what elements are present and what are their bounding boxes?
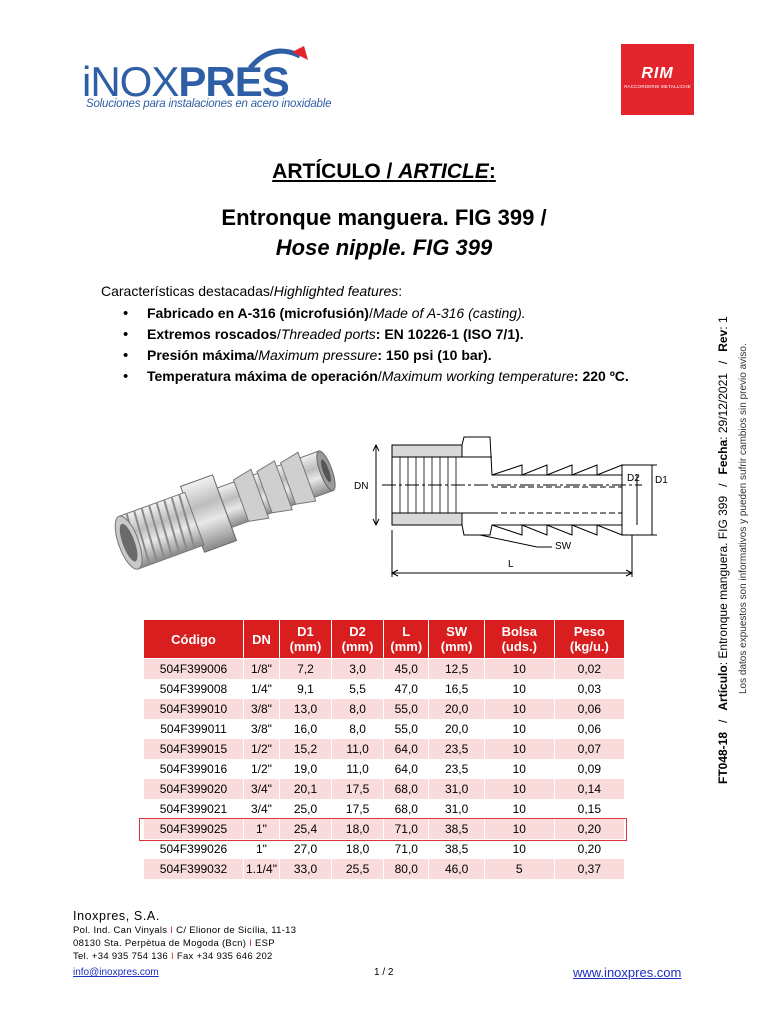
article-heading: ARTÍCULO / ARTICLE:	[272, 160, 496, 183]
table-cell: 10	[484, 799, 554, 819]
table-cell: 18,0	[332, 819, 384, 839]
table-cell: 38,5	[429, 839, 484, 859]
table-cell: 23,5	[429, 739, 484, 759]
table-cell: 12,5	[429, 659, 484, 680]
table-cell: 31,0	[429, 799, 484, 819]
table-cell: 504F399006	[144, 659, 244, 680]
table-cell: 17,5	[332, 799, 384, 819]
table-cell: 25,4	[279, 819, 331, 839]
table-cell: 11,0	[332, 759, 384, 779]
table-cell: 1.1/4"	[244, 859, 280, 879]
table-cell: 45,0	[384, 659, 429, 680]
disclaimer: Los datos expuestos son informativos y pueden sufrir cambios sin previo aviso.	[738, 343, 749, 694]
col-header-d2: D2 (mm)	[332, 620, 384, 659]
product-title-en: Hose nipple. FIG 399	[275, 235, 493, 260]
footer-address-line1: Pol. Ind. Can Vinyals I C/ Elionor de Sicília, 11-13	[73, 925, 297, 936]
features-intro: Características destacadas/Highlighted features:	[101, 283, 403, 299]
table-cell: 1/2"	[244, 759, 280, 779]
col-header-sw: SW (mm)	[429, 620, 484, 659]
col-header-dn: DN	[244, 620, 280, 659]
document-article: : Entronque manguera. FIG 399	[716, 495, 730, 666]
table-cell: 10	[484, 719, 554, 739]
col-header-peso: Peso (kg/u.)	[554, 620, 624, 659]
table-cell: 38,5	[429, 819, 484, 839]
table-cell: 0,20	[554, 819, 624, 839]
col-header-code: Código	[144, 620, 244, 659]
table-cell: 20,1	[279, 779, 331, 799]
table-row	[144, 859, 625, 879]
table-cell: 0,06	[554, 719, 624, 739]
table-cell: 504F399010	[144, 699, 244, 719]
rim-logo	[621, 44, 694, 115]
table-cell: 11,0	[332, 739, 384, 759]
table-cell: 25,0	[279, 799, 331, 819]
table-cell: 25,5	[332, 859, 384, 879]
table-row	[144, 759, 625, 779]
page-number: 1 / 2	[374, 967, 394, 978]
table-cell: 64,0	[384, 759, 429, 779]
highlighted-row-frame	[139, 818, 627, 841]
table-cell: 16,5	[429, 679, 484, 699]
table-cell: 504F399020	[144, 779, 244, 799]
table-cell: 5	[484, 859, 554, 879]
table-cell: 47,0	[384, 679, 429, 699]
document-code: FT048-18	[716, 731, 730, 784]
table-cell: 10	[484, 839, 554, 859]
table-cell: 10	[484, 699, 554, 719]
footer-company: Inoxpres, S.A.	[73, 909, 160, 923]
footer-website-link[interactable]: www.inoxpres.com	[573, 965, 682, 980]
table-cell: 1/8"	[244, 659, 280, 680]
table-cell: 10	[484, 739, 554, 759]
table-cell: 0,37	[554, 859, 624, 879]
feature-item: • Extremos roscados/Threaded ports: EN 10226-1 (ISO 7/1).	[120, 325, 720, 346]
product-photo	[105, 425, 350, 600]
table-cell: 0,02	[554, 659, 624, 680]
table-cell: 68,0	[384, 779, 429, 799]
table-cell: 8,0	[332, 719, 384, 739]
table-row	[144, 659, 625, 680]
dim-d1-label: D1	[655, 475, 668, 486]
table-cell: 46,0	[429, 859, 484, 879]
side-document-info	[716, 264, 768, 784]
table-cell: 5,5	[332, 679, 384, 699]
col-header-d1: D1 (mm)	[279, 620, 331, 659]
table-cell: 16,0	[279, 719, 331, 739]
feature-item: • Presión máxima/Maximum pressure: 150 psi (10 bar).	[120, 346, 720, 367]
dim-sw-label: SW	[555, 541, 572, 552]
table-cell: 3,0	[332, 659, 384, 680]
table-cell: 504F399021	[144, 799, 244, 819]
table-cell: 0,20	[554, 839, 624, 859]
table-cell: 10	[484, 659, 554, 680]
table-cell: 10	[484, 759, 554, 779]
table-cell: 0,03	[554, 679, 624, 699]
table-cell: 504F399032	[144, 859, 244, 879]
dim-dn-label: DN	[354, 481, 369, 492]
table-cell: 0,14	[554, 779, 624, 799]
table-cell: 31,0	[429, 779, 484, 799]
table-header-row	[144, 620, 625, 659]
table-cell: 504F399015	[144, 739, 244, 759]
document-revision: : 1	[716, 316, 730, 330]
feature-item: • Temperatura máxima de operación/Maximum working temperature: 220 ºC.	[120, 367, 720, 388]
table-cell: 0,06	[554, 699, 624, 719]
table-cell: 20,0	[429, 699, 484, 719]
table-cell: 1/4"	[244, 679, 280, 699]
table-cell: 3/8"	[244, 719, 280, 739]
table-row	[144, 739, 625, 759]
table-cell: 0,09	[554, 759, 624, 779]
table-cell: 23,5	[429, 759, 484, 779]
table-cell: 55,0	[384, 719, 429, 739]
logo-inox-text: iNOX	[82, 58, 179, 105]
table-cell: 13,0	[279, 699, 331, 719]
table-cell: 0,07	[554, 739, 624, 759]
table-cell: 80,0	[384, 859, 429, 879]
table-cell: 3/8"	[244, 699, 280, 719]
table-cell: 3/4"	[244, 779, 280, 799]
table-row	[144, 779, 625, 799]
table-row	[144, 699, 625, 719]
col-header-l: L (mm)	[384, 620, 429, 659]
logo-pres-text: PRES	[178, 58, 289, 105]
table-cell: 7,2	[279, 659, 331, 680]
table-cell: 71,0	[384, 819, 429, 839]
feature-item: • Fabricado en A-316 (microfusión)/Made of A-316 (casting).	[120, 304, 720, 325]
footer-address-line2: 08130 Sta. Perpètua de Mogoda (Bcn) I ESP	[73, 938, 275, 949]
col-header-bolsa: Bolsa (uds.)	[484, 620, 554, 659]
table-cell: 55,0	[384, 699, 429, 719]
table-body	[144, 659, 625, 880]
rim-logo-text: RIM	[641, 65, 674, 82]
product-title-es: Entronque manguera. FIG 399 /	[221, 205, 547, 230]
table-cell: 10	[484, 819, 554, 839]
table-cell: 9,1	[279, 679, 331, 699]
table-cell: 19,0	[279, 759, 331, 779]
table-cell: 27,0	[279, 839, 331, 859]
dim-l-label: L	[508, 559, 514, 570]
table-cell: 10	[484, 779, 554, 799]
rim-logo-subtitle: RACCORDERIE METALLICHE	[624, 84, 691, 89]
table-cell: 68,0	[384, 799, 429, 819]
table-cell: 17,5	[332, 779, 384, 799]
document-meta: FT048-18/Artículo: Entronque manguera. FIG 399/Fecha: 29/12/2021/Rev: 1	[716, 316, 730, 784]
table-cell: 64,0	[384, 739, 429, 759]
document-date: : 29/12/2021	[716, 373, 730, 440]
table-cell: 504F399008	[144, 679, 244, 699]
footer-email-link[interactable]: info@inoxpres.com	[73, 967, 159, 978]
footer-phone: Tel. +34 935 754 136 I Fax +34 935 646 202	[73, 951, 273, 962]
table-cell: 1/2"	[244, 739, 280, 759]
table-cell: 504F399016	[144, 759, 244, 779]
logo-tagline: Soluciones para instalaciones en acero inoxidable	[86, 98, 332, 110]
table-cell: 71,0	[384, 839, 429, 859]
table-cell: 504F399011	[144, 719, 244, 739]
table-cell: 33,0	[279, 859, 331, 879]
features-list	[120, 304, 720, 388]
dim-d2-label: D2	[627, 473, 640, 484]
table-cell: 1"	[244, 839, 280, 859]
table-cell: 20,0	[429, 719, 484, 739]
table-cell: 504F399026	[144, 839, 244, 859]
table-cell: 504F399025	[144, 819, 244, 839]
inoxpres-logo	[82, 40, 342, 120]
table-cell: 18,0	[332, 839, 384, 859]
technical-drawing	[352, 415, 672, 585]
table-cell: 10	[484, 679, 554, 699]
table-cell: 1"	[244, 819, 280, 839]
table-row	[144, 839, 625, 859]
table-cell: 3/4"	[244, 799, 280, 819]
table-row	[144, 719, 625, 739]
table-cell: 15,2	[279, 739, 331, 759]
table-cell: 8,0	[332, 699, 384, 719]
table-row	[144, 679, 625, 699]
table-cell: 0,15	[554, 799, 624, 819]
table-row	[144, 799, 625, 819]
